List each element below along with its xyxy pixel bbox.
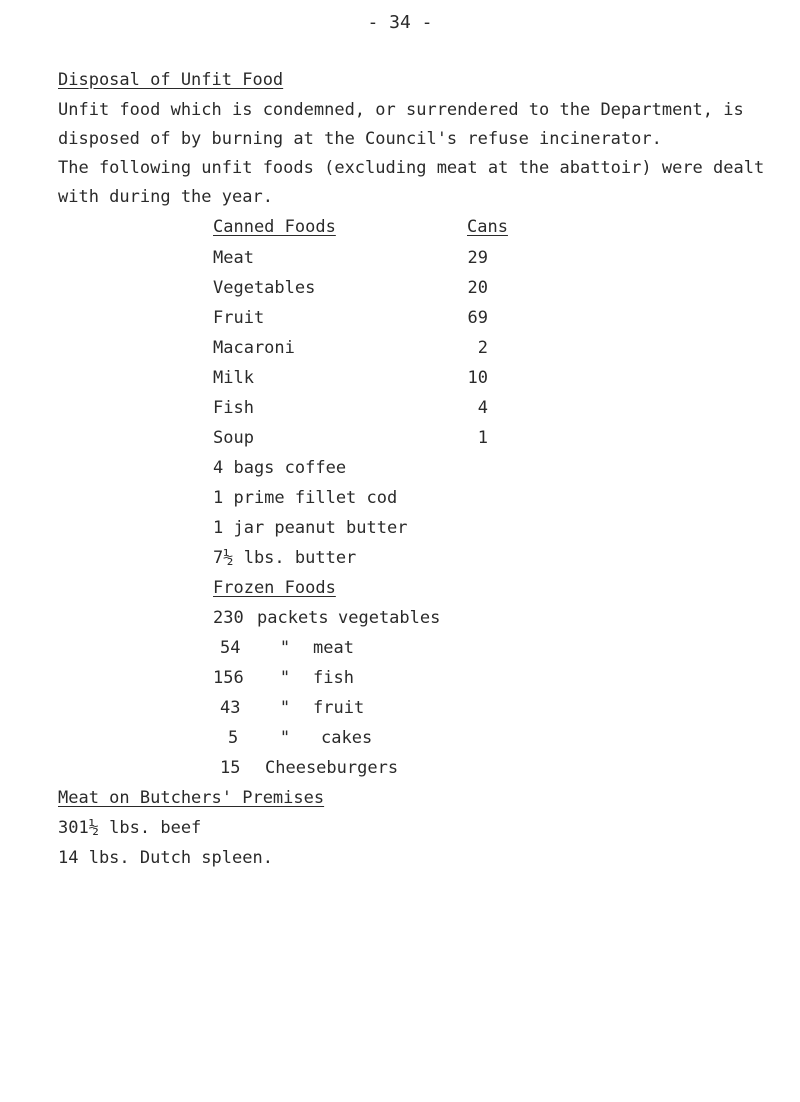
canned-item-count: 69	[467, 308, 488, 328]
cans-column-heading: Cans	[467, 217, 508, 237]
canned-item-name: Meat	[213, 248, 254, 268]
frozen-foods-heading: Frozen Foods	[213, 578, 336, 598]
canned-foods-heading: Canned Foods	[213, 217, 336, 237]
canned-item-name: Soup	[213, 428, 254, 448]
paragraph-line: disposed of by burning at the Council's refuse incinerator.	[58, 129, 662, 149]
canned-item-count: 29	[467, 248, 488, 268]
frozen-qty: 15	[220, 758, 241, 778]
frozen-item: vegetables	[338, 608, 441, 628]
butchers-heading: Meat on Butchers' Premises	[58, 788, 325, 808]
canned-extra-item: 1 prime fillet cod	[213, 488, 398, 508]
page-number: - 34 -	[367, 12, 433, 33]
section-heading: Disposal of Unfit Food	[58, 70, 284, 90]
frozen-qty: 43	[220, 698, 241, 718]
canned-item-name: Macaroni	[213, 338, 295, 358]
frozen-item: cakes	[321, 728, 373, 748]
paragraph-line: Unfit food which is condemned, or surrendered to the Department, is	[58, 100, 744, 120]
frozen-item: fruit	[313, 698, 365, 718]
frozen-qty: 54	[220, 638, 241, 658]
canned-item-name: Fish	[213, 398, 254, 418]
canned-item-count: 10	[467, 368, 488, 388]
canned-item-name: Fruit	[213, 308, 265, 328]
canned-item-name: Vegetables	[213, 278, 316, 298]
paragraph-line: with during the year.	[58, 187, 273, 207]
frozen-qty: 230	[213, 608, 244, 628]
frozen-qty: 156	[213, 668, 244, 688]
butchers-item: 14 lbs. Dutch spleen.	[58, 848, 273, 868]
frozen-unit: "	[279, 638, 291, 658]
frozen-qty: 5	[228, 728, 239, 748]
canned-item-count: 4	[477, 398, 488, 418]
frozen-unit: packets	[257, 608, 329, 628]
canned-item-count: 1	[477, 428, 488, 448]
canned-item-count: 20	[467, 278, 488, 298]
canned-extra-item: 1 jar peanut butter	[213, 518, 408, 538]
frozen-unit: "	[279, 668, 291, 688]
canned-item-name: Milk	[213, 368, 254, 388]
frozen-item: Cheeseburgers	[265, 758, 399, 778]
canned-item-count: 2	[477, 338, 488, 358]
canned-extra-item: 7½ lbs. butter	[213, 548, 357, 568]
frozen-item: meat	[313, 638, 354, 658]
canned-extra-item: 4 bags coffee	[213, 458, 347, 478]
butchers-item: 301½ lbs. beef	[58, 818, 202, 838]
paragraph-line: The following unfit foods (excluding meat at the abattoir) were dealt	[58, 158, 765, 178]
frozen-item: fish	[313, 668, 354, 688]
frozen-unit: "	[279, 698, 291, 718]
frozen-unit: "	[279, 728, 291, 748]
